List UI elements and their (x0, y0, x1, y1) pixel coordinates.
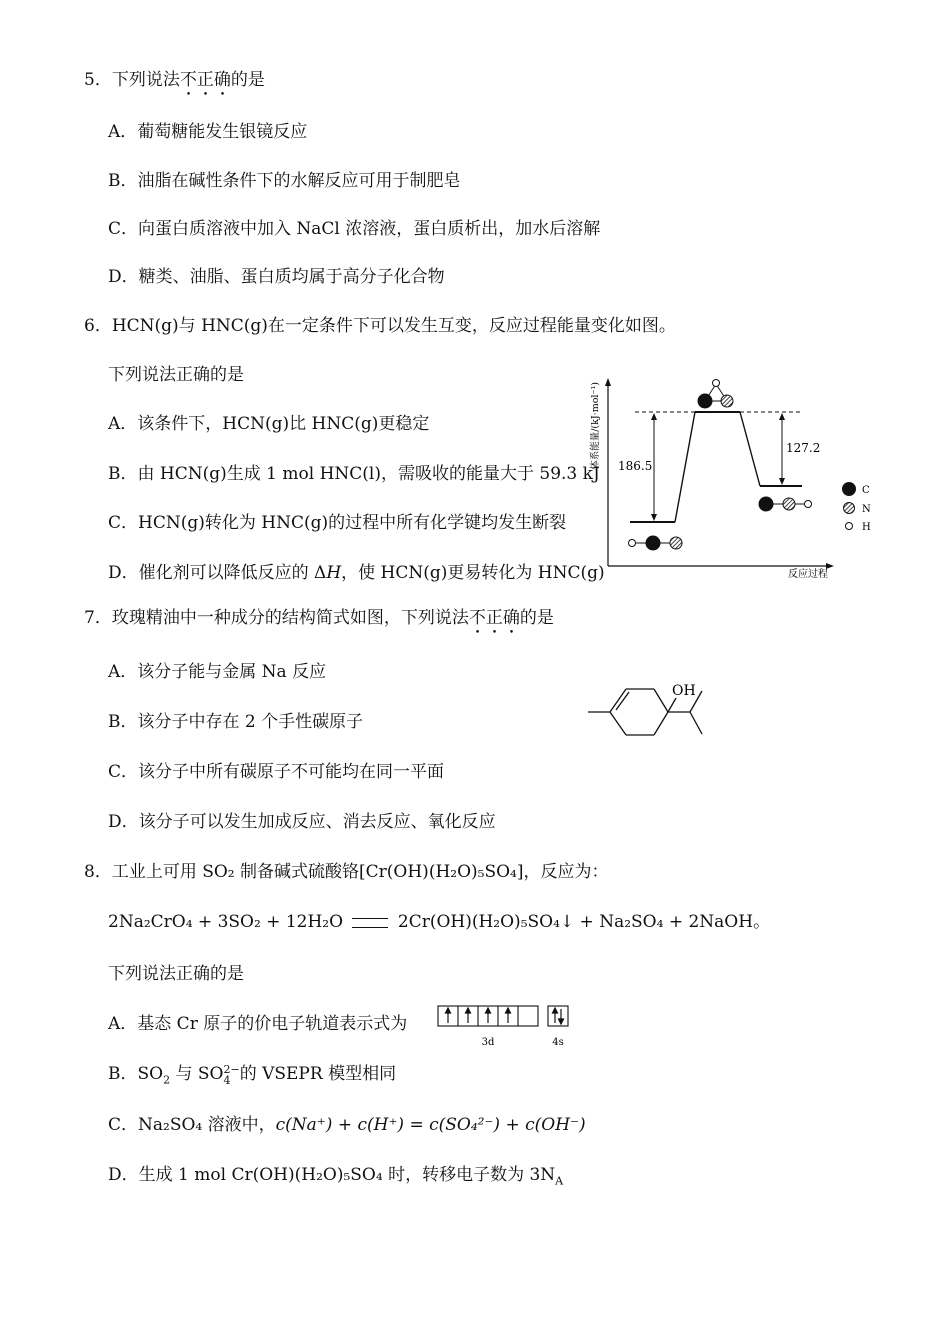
q8-option-a: A．基态 Cr 原子的价电子轨道表示式为 (108, 1014, 408, 1034)
orbital-arrows (446, 1008, 564, 1024)
hnc-molecule (759, 497, 812, 512)
oh-label: OH (672, 683, 696, 699)
q5-option-b: B．油脂在碱性条件下的水解反应可用于制肥皂 (108, 171, 461, 191)
q6-option-b: B．由 HCN(g)生成 1 mol HNC(l)，需吸收的能量大于 59.3 kJ (108, 464, 600, 484)
q8-prompt: 下列说法正确的是 (108, 964, 244, 984)
right-gap-arrow-bottom (779, 478, 785, 485)
equation-equals (352, 918, 388, 928)
legend-n-label: N (862, 504, 871, 515)
q5-option-c: C．向蛋白质溶液中加入 NaCl 浓溶液，蛋白质析出，加水后溶解 (108, 219, 601, 239)
q5-option-a: A．葡萄糖能发生银镜反应 (108, 122, 308, 142)
left-gap-arrow-top (651, 413, 657, 420)
q7-option-c: C．该分子中所有碳原子不可能均在同一平面 (108, 762, 445, 782)
legend-h-marker (846, 523, 853, 530)
energy-diagram (580, 372, 880, 587)
q6-stem: 6．HCN(g)与 HNC(g)在一定条件下可以发生互变，反应过程能量变化如图。 (84, 316, 676, 336)
q7-option-d: D．该分子可以发生加成反应、消去反应、氧化反应 (108, 812, 496, 832)
left-gap-arrow-bottom (651, 514, 657, 521)
legend (842, 482, 871, 533)
q8-stem: 8．工业上可用 SO₂ 制备碱式硫酸铬[Cr(OH)(H₂O)₅SO₄]，反应为： (84, 862, 609, 882)
orbital-diagram (434, 1004, 576, 1052)
orbital-4s-label: 4s (552, 1037, 564, 1048)
q6-option-a: A．该条件下，HCN(g)比 HNC(g)更稳定 (108, 414, 430, 434)
x-axis-label: 反应过程 (788, 569, 828, 580)
y-axis-arrow (605, 378, 611, 386)
legend-n-marker (844, 503, 855, 514)
profile-fall (740, 412, 760, 486)
right-gap-arrow-top (779, 413, 785, 420)
q7-option-b: B．该分子中存在 2 个手性碳原子 (108, 712, 364, 732)
left-gap-value: 186.5 (618, 459, 653, 473)
q8-option-c: C．Na₂SO₄ 溶液中，c(Na⁺) + c(H⁺) = c(SO₄²⁻) + c(OH⁻) (108, 1115, 586, 1135)
right-gap-value: 127.2 (786, 441, 821, 455)
legend-c-marker (842, 482, 856, 496)
hcn-molecule (629, 536, 683, 551)
q8-option-d: D．生成 1 mol Cr(OH)(H₂O)₅SO₄ 时，转移电子数为 $3N_A$ (108, 1165, 564, 1188)
q5-option-d: D．糖类、油脂、蛋白质均属于高分子化合物 (108, 267, 445, 287)
q6-prompt: 下列说法正确的是 (108, 365, 244, 385)
q7-option-a: A．该分子能与金属 Na 反应 (108, 662, 327, 682)
q6-option-c: C．HCN(g)转化为 HNC(g)的过程中所有化学键均发生断裂 (108, 513, 567, 533)
structure-diagram (584, 676, 724, 746)
ts-molecule (698, 380, 734, 409)
legend-c-label: C (862, 485, 870, 496)
q5-stem: 5．下列说法不正确的是 (84, 70, 265, 90)
orbital-3d-label: 3d (481, 1037, 495, 1048)
q8-option-b: B．$SO_2$ 与 SO 2− 4 的 VSEPR 模型相同 (108, 1062, 397, 1087)
q6-option-d: D．催化剂可以降低反应的 ΔH，使 HCN(g)更易转化为 HNC(g) (108, 563, 605, 583)
q8-equation: 2Na₂CrO₄ + 3SO₂ + 12H₂O 2Cr(OH)(H₂O)₅SO₄↓ + Na₂SO₄ + 2NaOH。 (108, 912, 771, 932)
legend-h-label: H (862, 522, 871, 533)
y-axis-label: 体系能量/(kJ·mol⁻¹) (590, 382, 601, 470)
q7-stem: 7．玫瑰精油中一种成分的结构简式如图，下列说法不正确的是 (84, 608, 554, 628)
profile-rise (675, 412, 695, 522)
